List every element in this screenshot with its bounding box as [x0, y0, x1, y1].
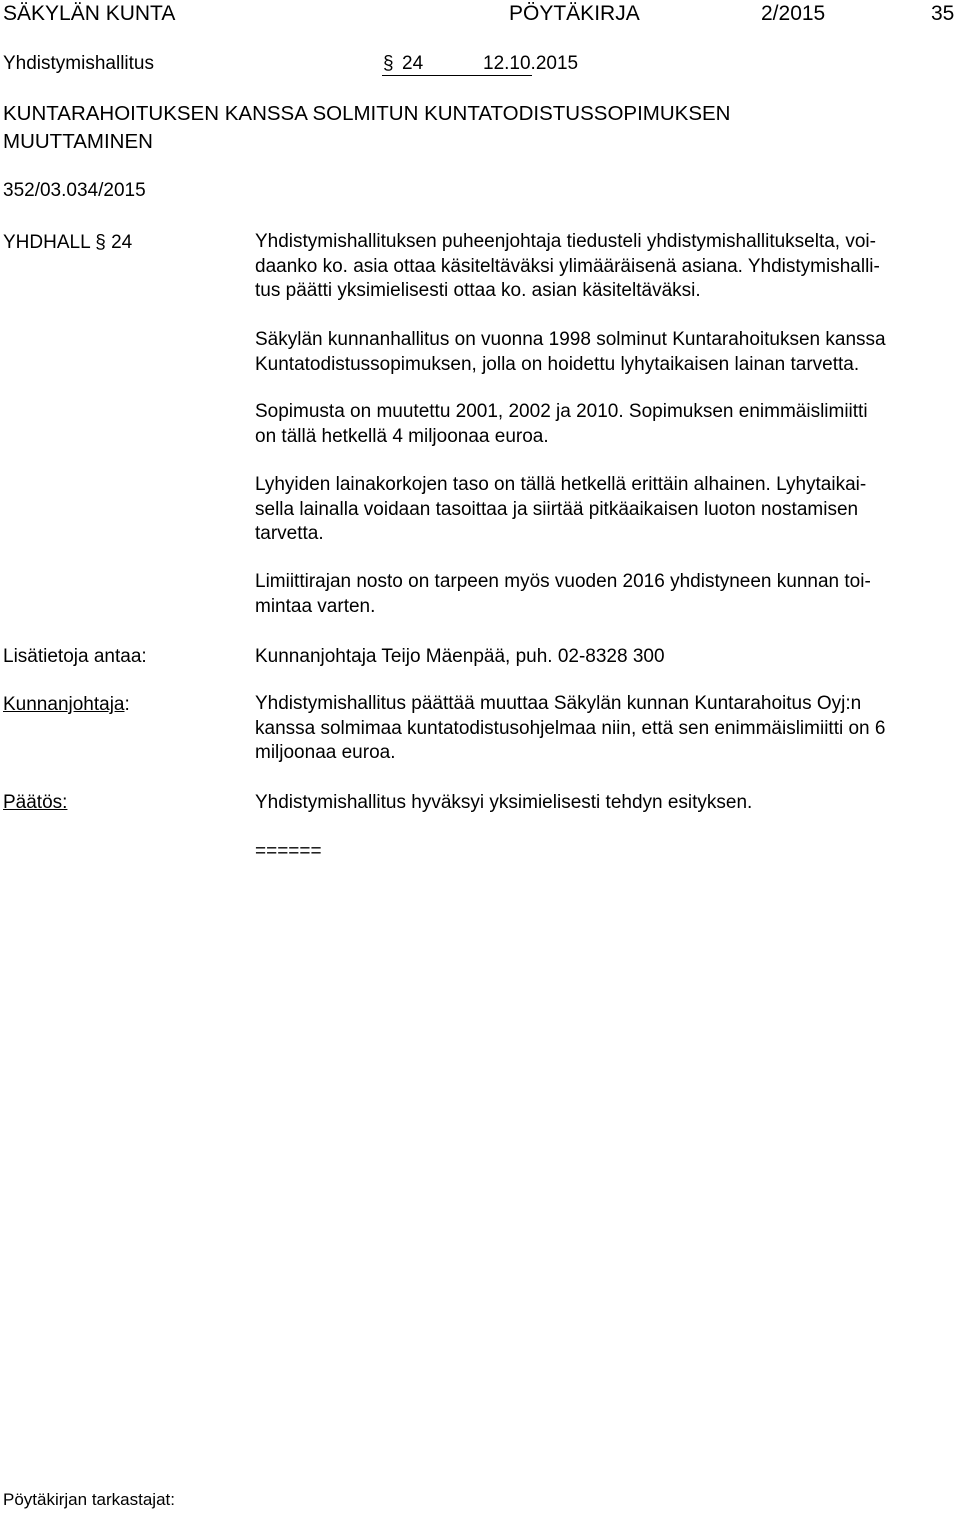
paragraph-line: Kuntatodistussopimuksen, jolla on hoidettu lyhytaikaisen lainan tarvetta.	[255, 353, 860, 375]
paragraph-line: tarvetta.	[255, 523, 324, 544]
info-label: Lisätietoja antaa:	[3, 646, 147, 667]
header-underline	[382, 75, 532, 76]
document-number: 2/2015	[761, 2, 826, 25]
proposal-label-text: Kunnanjohtaja	[3, 694, 125, 715]
paragraph-line: Limiittirajan nosto on tarpeen myös vuoden 2016 yhdistyneen kunnan toi-	[255, 571, 871, 592]
paragraph-2	[255, 328, 960, 377]
paragraph-4	[255, 473, 960, 547]
paragraph-line: Sopimusta on muutettu 2001, 2002 ja 2010. Sopimuksen enimmäislimiitti	[255, 401, 868, 422]
paragraph-3	[255, 400, 960, 449]
reference-number: 352/03.034/2015	[3, 180, 146, 201]
section-label-prefix: YHDHALL	[3, 232, 90, 253]
paragraph-line: Säkylän kunnanhallitus on vuonna 1998 solminut Kuntarahoituksen kanssa	[255, 329, 886, 350]
proposal-label	[3, 692, 130, 717]
info-value: Kunnanjohtaja Teijo Mäenpää, puh. 02-8328 300	[255, 646, 665, 667]
document-type: PÖYTÄKIRJA	[509, 2, 640, 25]
section-label-number: 24	[111, 232, 133, 253]
title-line-1: KUNTARAHOITUKSEN KANSSA SOLMITUN KUNTATODISTUSSOPIMUKSEN	[3, 102, 731, 125]
paragraph-line: Lyhyiden lainakorkojen taso on tällä hetkellä erittäin alhainen. Lyhytaikai-	[255, 474, 867, 495]
meeting-date: 12.10.2015	[483, 53, 579, 74]
section-label	[3, 230, 132, 255]
paragraph-5	[255, 570, 960, 619]
section-label-symbol: §	[95, 232, 106, 253]
page-number: 35	[931, 2, 955, 25]
title-line-2: MUUTTAMINEN	[3, 130, 153, 153]
decision-text: Yhdistymishallitus hyväksyi yksimielisesti tehdyn esityksen.	[255, 792, 753, 813]
proposal-line: kanssa solmimaa kuntatodistusohjelmaa niin, että sen enimmäislimiitti on 6	[255, 717, 886, 739]
proposal-line: miljoonaa euroa.	[255, 742, 396, 763]
proposal-text	[255, 692, 960, 766]
paragraph-line: daanko ko. asia ottaa käsiteltäväksi ylimääräisenä asiana. Yhdistymishalli-	[255, 255, 880, 277]
proposal-label-colon: :	[124, 694, 130, 715]
section-symbol: §	[383, 53, 394, 74]
footer-label: Pöytäkirjan tarkastajat:	[3, 1490, 175, 1509]
proposal-line: Yhdistymishallitus päättää muuttaa Säkylän kunnan Kuntarahoitus Oyj:n	[255, 693, 862, 714]
decision-label: Päätös:	[3, 792, 68, 813]
section-number: 24	[402, 53, 424, 74]
municipality-name: SÄKYLÄN KUNTA	[3, 2, 176, 25]
body-name: Yhdistymishallitus	[3, 53, 154, 74]
paragraph-line: on tällä hetkellä 4 miljoonaa euroa.	[255, 425, 549, 447]
paragraph-1	[255, 230, 960, 304]
paragraph-line: Yhdistymishallituksen puheenjohtaja tiedusteli yhdistymishallitukselta, voi-	[255, 231, 876, 252]
paragraph-line: tus päätti yksimielisesti ottaa ko. asian käsiteltäväksi.	[255, 280, 701, 301]
end-marker: ======	[255, 841, 322, 862]
paragraph-line: sella lainalla voidaan tasoittaa ja siirtää pitkäaikaisen luoton nostamisen	[255, 498, 859, 520]
paragraph-line: mintaa varten.	[255, 595, 376, 617]
